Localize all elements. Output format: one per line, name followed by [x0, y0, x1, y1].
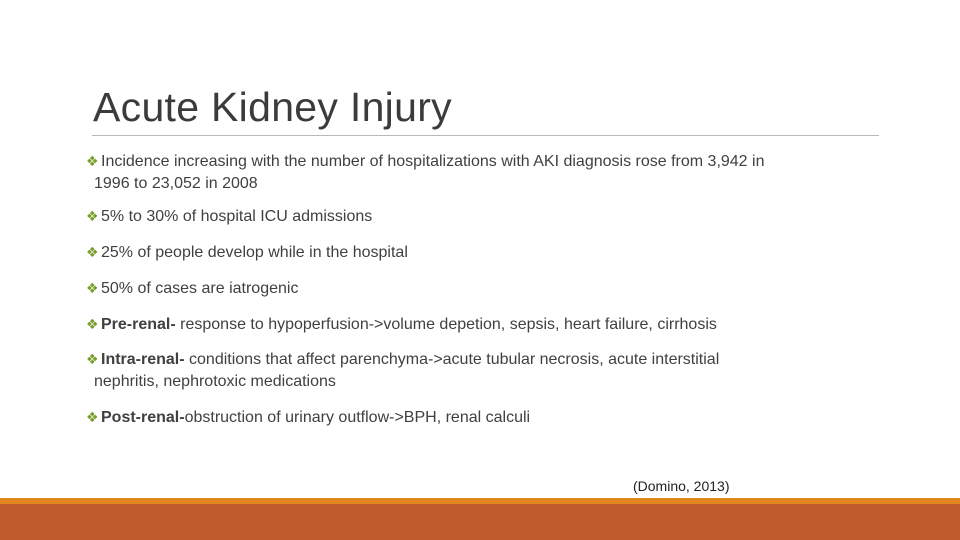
- title-divider: [92, 135, 879, 136]
- diamond-bullet-icon: ❖: [86, 244, 99, 260]
- bullet-continuation: nephritis, nephrotoxic medications: [94, 373, 336, 390]
- bullet-item: [86, 150, 764, 195]
- bullet-text: 25% of people develop while in the hospital: [101, 244, 408, 261]
- citation: (Domino, 2013): [633, 478, 730, 494]
- bullet-item: [86, 348, 719, 393]
- bullet-item: [86, 241, 408, 264]
- bullet-text: obstruction of urinary outflow->BPH, renal calculi: [184, 409, 531, 426]
- bullet-item: [86, 406, 530, 429]
- diamond-bullet-icon: ❖: [86, 351, 99, 367]
- bullet-bold-label: Pre-renal-: [101, 316, 176, 333]
- bullet-bold-label: Intra-renal-: [101, 351, 185, 368]
- bullet-text: Incidence increasing with the number of hospitalizations with AKI diagnosis rose from 3,942 in: [101, 153, 765, 170]
- bullet-text: 50% of cases are iatrogenic: [101, 280, 299, 297]
- footer-bar: [0, 504, 960, 540]
- bullet-item: [86, 313, 717, 336]
- diamond-bullet-icon: ❖: [86, 316, 99, 332]
- diamond-bullet-icon: ❖: [86, 280, 99, 296]
- bullet-item: [86, 277, 298, 300]
- slide-title: Acute Kidney Injury: [93, 84, 452, 130]
- bullet-text: response to hypoperfusion->volume depetion, sepsis, heart failure, cirrhosis: [175, 316, 717, 333]
- diamond-bullet-icon: ❖: [86, 153, 99, 169]
- bullet-bold-label: Post-renal-: [101, 409, 185, 426]
- diamond-bullet-icon: ❖: [86, 208, 99, 224]
- bullet-text: conditions that affect parenchyma->acute tubular necrosis, acute interstitial: [184, 351, 720, 368]
- bullet-continuation: 1996 to 23,052 in 2008: [94, 175, 258, 192]
- diamond-bullet-icon: ❖: [86, 409, 99, 425]
- bullet-text: 5% to 30% of hospital ICU admissions: [101, 208, 373, 225]
- bullet-item: [86, 205, 372, 228]
